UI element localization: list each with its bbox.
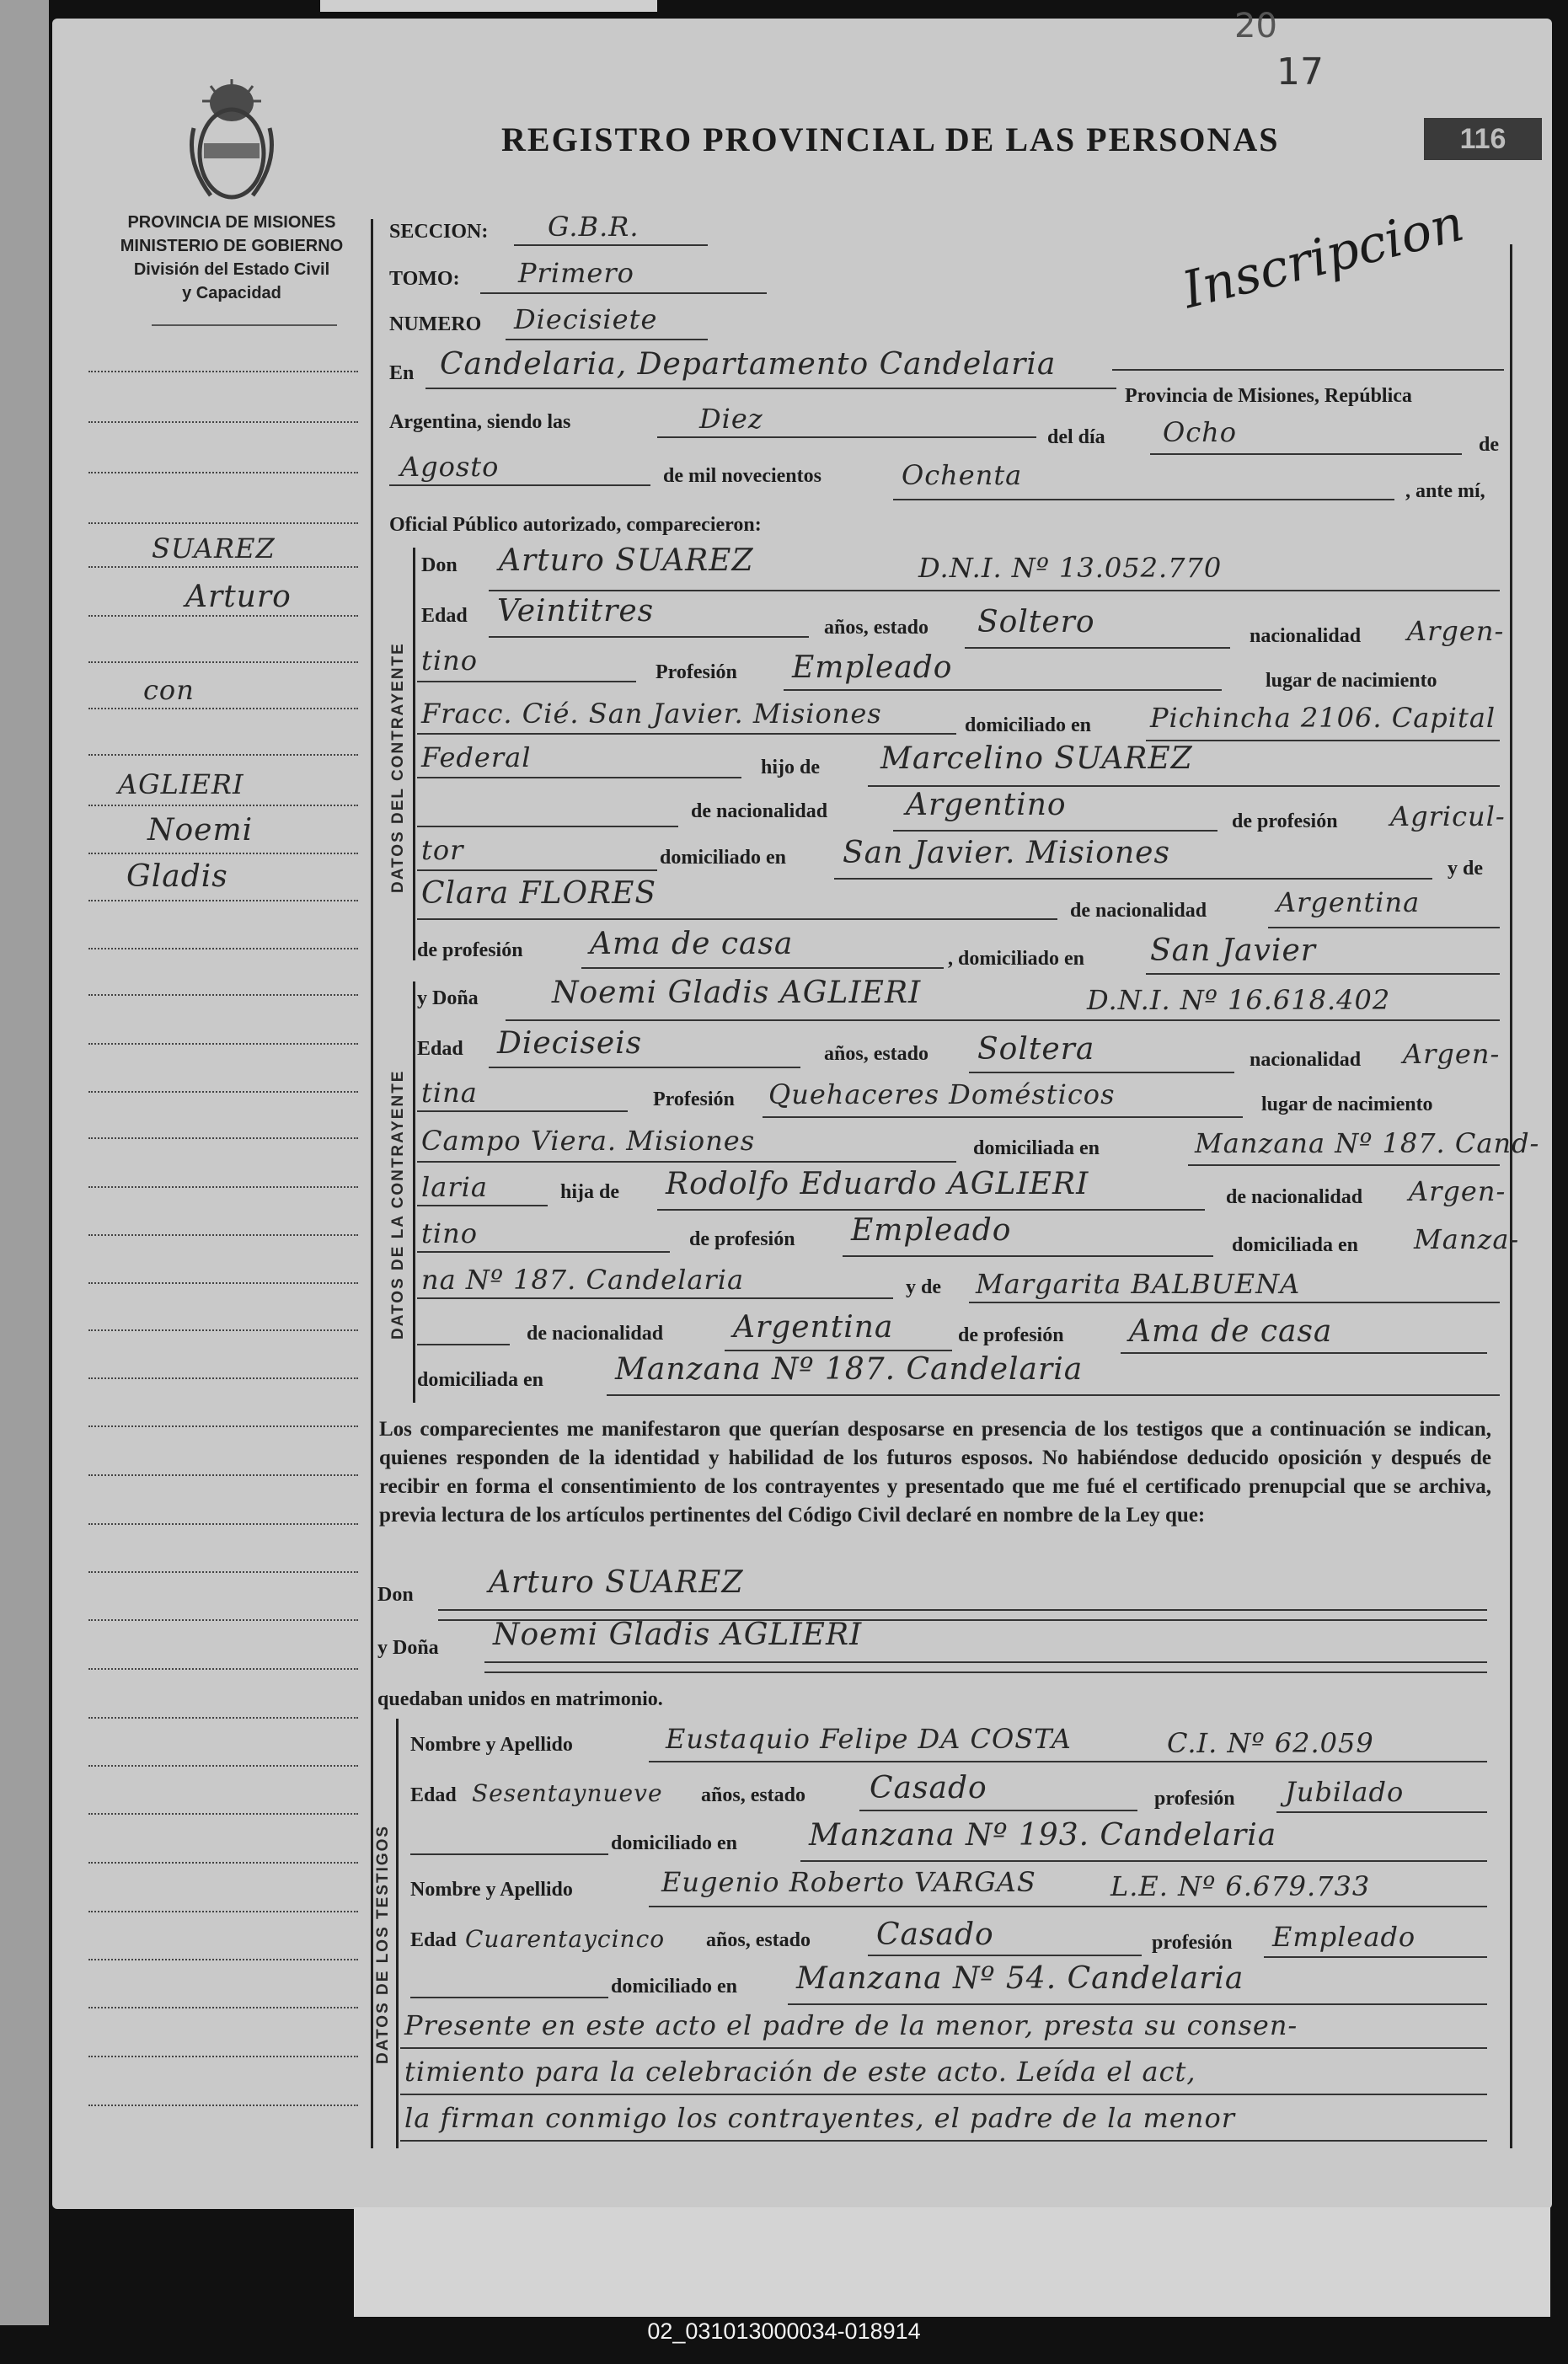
groom-status: Soltero [977, 605, 1095, 639]
witness2-status: Casado [876, 1917, 994, 1952]
groom-father-nac-line [893, 830, 1217, 832]
groom-mother-address-line [1146, 973, 1500, 975]
en-label: En [389, 362, 415, 384]
witness2-dom-label: domiciliado en [611, 1976, 738, 1998]
bride-nationality-b: tina [421, 1077, 478, 1109]
margin-note-name: Arturo [185, 580, 292, 614]
groom-nationality-a: Argen- [1407, 615, 1505, 647]
margin-line [88, 948, 358, 949]
groom-dni: D.N.I. Nº 13.052.770 [918, 552, 1223, 584]
groom-prof-line [784, 689, 1222, 691]
groom-father-line [868, 785, 1500, 787]
groom-mother-dom-label: , domiciliado en [948, 948, 1085, 970]
groom-status-line [965, 647, 1230, 649]
margin-line [88, 661, 358, 663]
decl-dona-label: y Doña [377, 1637, 439, 1659]
margin-line [88, 1523, 358, 1525]
margin-line [88, 708, 358, 709]
declaration-paragraph: Los comparecientes me manifestaron que querían desposarse en presencia de los testigos que a continuación se indican, quienes responden de la identidad y habilidad de los futuros esposos. No habiéndose deducido oposición y después de recibir en forma el consentimiento de los contrayentes y presentado que me fué el certificado prenupcial que se archiva, previa lectura de los artículos pertinentes del Código Civil declaré en nombre de la Ley que: [379, 1418, 1491, 1527]
bride-father-nationality-a: Argen- [1409, 1175, 1506, 1207]
margin-line [88, 1717, 358, 1719]
page-lower-margin [354, 2207, 1550, 2317]
decl-bride-line [484, 1661, 1487, 1663]
witness2-address: Manzana Nº 54. Candelaria [796, 1961, 1244, 1996]
bride-dom-label: domiciliada en [973, 1137, 1100, 1159]
bride-mother-address: Manzana Nº 187. Candelaria [615, 1352, 1084, 1387]
decl-bride-name: Noemi Gladis AGLIERI [493, 1618, 863, 1652]
bride-mother-nac-label: de nacionalidad [527, 1323, 664, 1345]
witness1-name-line [649, 1761, 1487, 1762]
bride-address-a: Manzana Nº 187. Cand- [1195, 1127, 1540, 1159]
groom-don-label: Don [421, 554, 458, 576]
groom-mother-line [417, 918, 1057, 920]
margin-note-name-3: Gladis [126, 859, 228, 894]
groom-birthplace: Fracc. Cié. San Javier. Misiones [421, 698, 882, 730]
margin-line [88, 900, 358, 901]
top-page-number: 20 [1234, 7, 1277, 45]
bride-father-profession: Empleado [851, 1213, 1012, 1248]
ante-mi-label: , ante mí, [1405, 480, 1485, 502]
witness1-prof-line [1276, 1811, 1487, 1813]
bride-father: Rodolfo Eduardo AGLIERI [666, 1167, 1089, 1201]
margin-line [88, 2105, 358, 2106]
bride-mother-dom-label: domiciliada en [417, 1369, 544, 1391]
quedaban-label: quedaban unidos en matrimonio. [377, 1688, 663, 1710]
oficial-label: Oficial Público autorizado, comparecieron: [389, 514, 762, 536]
margin-line [88, 1186, 358, 1188]
tomo-line [480, 292, 767, 294]
place-upper-line [1112, 369, 1504, 371]
bride-profesion-label: Profesión [653, 1088, 735, 1110]
numero-value: Diecisiete [514, 303, 658, 335]
groom-mother-prof-line [581, 967, 944, 969]
witness1-prof-label: profesión [1154, 1788, 1235, 1810]
witness1-anos-label: años, estado [701, 1784, 806, 1806]
margin-note-surname: SUAREZ [152, 532, 276, 564]
de-mil-label: de mil novecientos [663, 465, 821, 487]
witness2-name-label: Nombre y Apellido [410, 1879, 573, 1901]
margin-line [88, 1619, 358, 1621]
witness1-address-line [800, 1860, 1487, 1862]
witness2-prof-label: profesión [1152, 1932, 1233, 1954]
place-value: Candelaria, Departamento Candelaria [440, 347, 1057, 382]
decl-bride-line-2 [484, 1671, 1487, 1673]
bride-mother-address-line [607, 1394, 1500, 1396]
note-line-1: Presente en este acto el padre de la menor, presta su consen- [404, 2009, 1298, 2041]
bride-status-line [969, 1072, 1234, 1073]
groom-blank-line [417, 826, 678, 827]
bride-birthplace: Campo Viera. Misiones [421, 1125, 756, 1157]
groom-father-prof-line [417, 869, 657, 871]
margin-line [88, 1765, 358, 1767]
bride-section-rule [413, 981, 415, 1403]
adjacent-page-strip [0, 0, 49, 2325]
groom-father-address-line [834, 878, 1432, 880]
scan-id-label: 02_031013000034-018914 [647, 2319, 921, 2344]
hour-value: Diez [699, 403, 763, 435]
previous-page-edge [320, 0, 657, 12]
bride-father-line [657, 1209, 1205, 1211]
witness1-status: Casado [870, 1771, 987, 1805]
bride-father-nationality-b: tino [421, 1217, 478, 1249]
groom-mother-nac-label: de nacionalidad [1070, 900, 1207, 922]
groom-mother-nac-line [1268, 927, 1500, 928]
bride-nationality-a: Argen- [1403, 1038, 1501, 1070]
witness2-profession: Empleado [1272, 1921, 1416, 1953]
bride-nac-label: nacionalidad [1250, 1049, 1362, 1071]
witness2-blank-line [410, 1997, 608, 1998]
year-line [893, 499, 1394, 500]
margin-line [88, 472, 358, 473]
witness2-status-line [868, 1955, 1142, 1956]
witness1-name: Eustaquio Felipe DA COSTA [666, 1723, 1072, 1755]
month-line [389, 484, 650, 486]
groom-father-address: San Javier. Misiones [843, 836, 1170, 870]
groom-mother-address: San Javier [1150, 933, 1317, 968]
inscription-signature: Inscripcion [1176, 193, 1469, 321]
decl-groom-name: Arturo SUAREZ [489, 1565, 744, 1600]
bride-age-line [489, 1067, 800, 1068]
margin-line [88, 754, 358, 756]
side-label-witnesses: DATOS DE LOS TESTIGOS [374, 1824, 392, 2064]
margin-line [88, 1911, 358, 1912]
groom-anos-label: años, estado [824, 617, 929, 639]
bride-father-nac-line [417, 1251, 670, 1253]
groom-mother-profession: Ama de casa [590, 927, 794, 961]
bride-father-address-a: Manza- [1414, 1223, 1520, 1255]
margin-line [88, 1474, 358, 1476]
margin-line [88, 371, 358, 372]
bride-age: Dieciseis [497, 1026, 643, 1061]
margin-note-name-2: Noemi [147, 813, 254, 848]
ministry-line-division: División del Estado Civil [133, 260, 330, 279]
margin-line [88, 1282, 358, 1284]
note-line-2: timiento para la celebración de este acto. Leída el act, [404, 2056, 1196, 2088]
groom-father-nationality: Argentino [906, 788, 1067, 822]
groom-dom-label: domiciliado en [965, 714, 1092, 736]
groom-name: Arturo SUAREZ [499, 543, 754, 578]
bride-lugar-label: lugar de nacimiento [1261, 1094, 1433, 1115]
ministry-line-capacity: y Capacidad [182, 284, 281, 302]
bride-father-prof-line [843, 1255, 1213, 1257]
page-number: 17 [1276, 51, 1324, 94]
place-line [425, 388, 1116, 389]
year-value: Ochenta [902, 459, 1023, 491]
day-value: Ocho [1163, 416, 1238, 448]
seccion-label: SECCION: [389, 221, 489, 243]
margin-line [88, 1091, 358, 1093]
bride-dona-label: y Doña [417, 987, 479, 1009]
margin-line [88, 1425, 358, 1427]
bride-birthplace-line [417, 1161, 956, 1163]
bride-name: Noemi Gladis AGLIERI [552, 976, 922, 1010]
margin-line [88, 615, 358, 617]
main-frame-right [1510, 244, 1512, 2148]
groom-age: Veintitres [497, 594, 655, 628]
groom-father-profession-a: Agricul- [1390, 800, 1506, 832]
bride-anos-label: años, estado [824, 1043, 929, 1065]
witness1-edad-label: Edad [410, 1784, 457, 1806]
note-rule-3 [400, 2140, 1487, 2142]
margin-note-con: con [143, 674, 195, 706]
groom-father-nac-label: de nacionalidad [691, 800, 828, 822]
bride-address-b: laria [421, 1171, 488, 1203]
bride-y-de-label: y de [906, 1276, 941, 1298]
bride-profession: Quehaceres Domésticos [768, 1078, 1116, 1110]
margin-line [88, 1137, 358, 1139]
bride-father-prof-label: de profesión [689, 1228, 795, 1250]
margin-line [88, 2007, 358, 2008]
groom-y-de-label: y de [1448, 858, 1483, 880]
bride-address-b-line [417, 1205, 548, 1206]
groom-edad-label: Edad [421, 605, 468, 627]
margin-line [88, 1668, 358, 1670]
witness1-address: Manzana Nº 193. Candelaria [809, 1818, 1277, 1853]
groom-mother-prof-label: de profesión [417, 939, 523, 961]
witness-section-rule [396, 1719, 399, 2148]
groom-father-profession-b: tor [421, 834, 464, 866]
witness2-prof-line [1264, 1956, 1487, 1958]
groom-lugar-label: lugar de nacimiento [1266, 670, 1437, 692]
witness2-age: Cuarentaycinco [465, 1925, 666, 1953]
ministry-heading [93, 211, 371, 305]
witness1-doc: C.I. Nº 62.059 [1167, 1727, 1374, 1759]
margin-line [88, 1959, 358, 1960]
note-rule-1 [400, 2047, 1487, 2049]
groom-address-a: Pichincha 2106. Capital [1150, 702, 1496, 734]
margin-note-surname-2: AGLIERI [118, 768, 244, 800]
witness1-blank-line [410, 1853, 608, 1855]
margin-line [88, 522, 358, 524]
page-title: REGISTRO PROVINCIAL DE LAS PERSONAS [501, 120, 1280, 158]
groom-mother: Clara FLORES [421, 876, 657, 911]
groom-nac-label: nacionalidad [1250, 625, 1362, 647]
day-line [1150, 453, 1462, 455]
margin-line [88, 1813, 358, 1815]
margin-line [88, 566, 358, 568]
groom-father: Marcelino SUAREZ [880, 741, 1193, 776]
bride-prof-line [763, 1116, 1243, 1118]
groom-profesion-label: Profesión [656, 661, 737, 683]
bride-blank-line [417, 1344, 510, 1345]
bride-father-nac-label: de nacionalidad [1226, 1186, 1363, 1208]
bride-address-line [1188, 1164, 1500, 1166]
bride-mother-prof-line [1121, 1352, 1487, 1354]
note-line-3: la firman conmigo los contrayentes, el padre de la menor [404, 2102, 1235, 2134]
bride-mother-line [969, 1302, 1500, 1303]
margin-line [88, 1329, 358, 1331]
witness2-name-line [649, 1906, 1487, 1907]
witness1-status-line [859, 1810, 1137, 1811]
margin-line [88, 1377, 358, 1379]
witness2-anos-label: años, estado [706, 1929, 811, 1951]
margin-line [88, 1862, 358, 1864]
groom-mother-nationality: Argentina [1276, 886, 1421, 918]
bride-mother-profession: Ama de casa [1129, 1314, 1333, 1349]
numero-line [506, 339, 708, 340]
groom-father-dom-label: domiciliado en [660, 847, 787, 869]
tomo-label: TOMO: [389, 268, 460, 290]
margin-line [88, 2056, 358, 2057]
witness1-age: Sesentaynueve [472, 1779, 663, 1807]
note-rule-2 [400, 2094, 1487, 2095]
groom-nac-line [417, 681, 636, 682]
ministry-divider [152, 324, 337, 326]
groom-nationality-b: tino [421, 644, 478, 677]
bride-mother: Margarita BALBUENA [976, 1268, 1301, 1300]
witness2-doc: L.E. Nº 6.679.733 [1110, 1870, 1371, 1902]
bride-father-address-b: na Nº 187. Candelaria [421, 1264, 745, 1296]
seccion-line [514, 244, 708, 246]
groom-profession: Empleado [792, 650, 953, 685]
groom-section-rule [413, 548, 415, 960]
folio-badge: 116 [1424, 118, 1542, 160]
witness2-edad-label: Edad [410, 1929, 457, 1951]
ministry-line-province: PROVINCIA DE MISIONES [127, 213, 336, 232]
hour-line [657, 436, 1036, 438]
groom-father-prof-label: de profesión [1232, 810, 1338, 832]
decl-don-label: Don [377, 1584, 414, 1606]
seccion-value: G.B.R. [548, 211, 640, 243]
provincia-label: Provincia de Misiones, República [1125, 385, 1412, 407]
witness1-name-label: Nombre y Apellido [410, 1734, 573, 1756]
bride-nac-line [417, 1110, 628, 1112]
coat-of-arms-icon [185, 78, 278, 204]
groom-address-line [1146, 740, 1500, 741]
bride-status: Soltera [977, 1032, 1095, 1067]
month-value: Agosto [400, 451, 500, 483]
witness1-profession: Jubilado [1285, 1776, 1405, 1808]
groom-age-line [489, 636, 809, 638]
side-label-groom: DATOS DEL CONTRAYENTE [389, 642, 407, 893]
witness1-dom-label: domiciliado en [611, 1832, 738, 1854]
margin-line [88, 1043, 358, 1045]
tomo-value: Primero [518, 257, 634, 289]
bride-father-dom-label: domiciliada en [1232, 1234, 1359, 1256]
bride-dni: D.N.I. Nº 16.618.402 [1087, 984, 1391, 1016]
bride-mother-prof-label: de profesión [958, 1324, 1064, 1346]
groom-name-line [489, 590, 1500, 591]
argentina-siendo-label: Argentina, siendo las [389, 411, 571, 433]
margin-line [88, 994, 358, 996]
bride-name-line [506, 1019, 1500, 1021]
numero-label: NUMERO [389, 313, 482, 335]
groom-hijo-label: hijo de [761, 757, 821, 778]
groom-birthplace-line [417, 733, 956, 735]
de-label-1: de [1479, 434, 1499, 456]
bride-edad-label: Edad [417, 1038, 463, 1060]
groom-address-b: Federal [421, 741, 532, 773]
main-frame-left [371, 219, 373, 2148]
margin-line [88, 853, 358, 854]
ministry-line-ministry: MINISTERIO DE GOBIERNO [120, 237, 344, 255]
witness2-name: Eugenio Roberto VARGAS [661, 1866, 1036, 1898]
margin-line [88, 1571, 358, 1573]
groom-address-b-line [417, 777, 741, 778]
bride-hija-label: hija de [560, 1181, 620, 1203]
bride-father-address-line [417, 1297, 893, 1299]
witness2-address-line [788, 2003, 1487, 2005]
del-dia-label: del día [1047, 426, 1105, 448]
margin-line [88, 1234, 358, 1236]
margin-line [88, 421, 358, 423]
side-label-bride: DATOS DE LA CONTRAYENTE [389, 1069, 407, 1340]
margin-line [88, 805, 358, 806]
decl-groom-line [438, 1609, 1487, 1611]
bride-mother-nationality: Argentina [733, 1310, 894, 1345]
bride-mother-nac-line [725, 1350, 952, 1351]
